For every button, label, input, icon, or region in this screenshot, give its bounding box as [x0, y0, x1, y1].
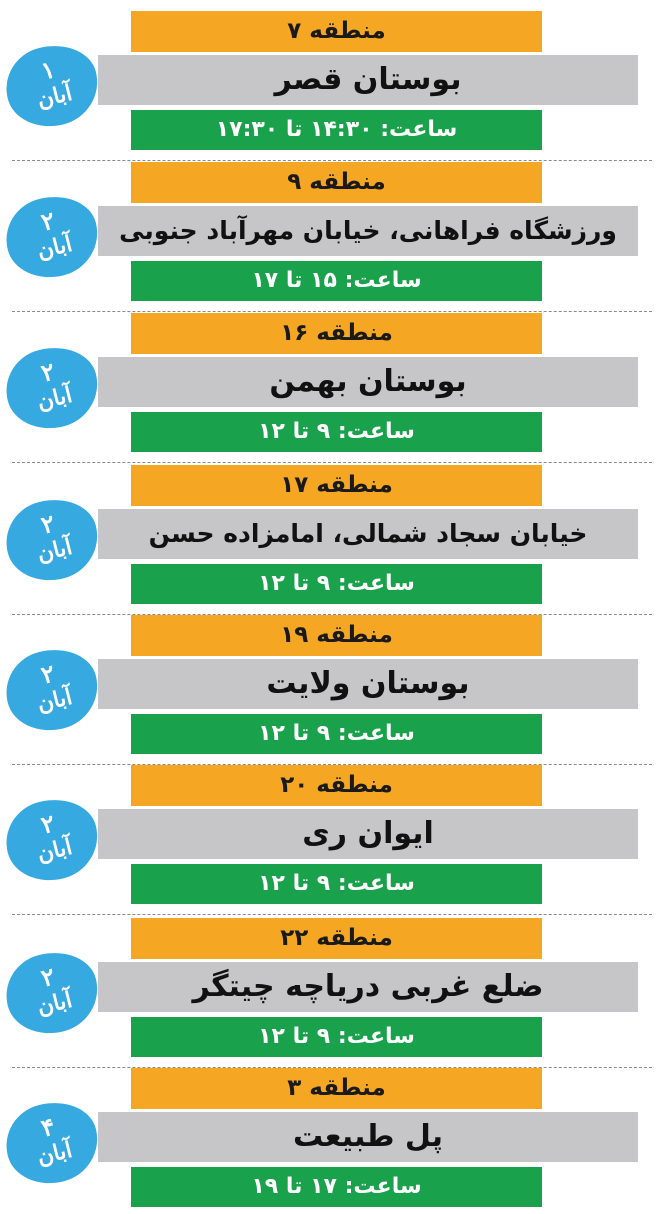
region-label: منطقه ۲۰ — [131, 765, 542, 806]
date-badge — [0, 490, 106, 590]
date-month: آبان — [34, 986, 75, 1021]
event-item — [0, 614, 664, 759]
date-badge — [0, 36, 106, 136]
date-badge — [0, 187, 106, 287]
time-range: ساعت: ۱۷ تا ۱۹ — [131, 1167, 542, 1207]
location-name: بوستان ولایت — [98, 659, 638, 709]
location-name: پل طبیعت — [98, 1112, 638, 1162]
event-item — [0, 10, 664, 155]
date-day: ۱ — [38, 54, 58, 86]
event-item — [0, 312, 664, 457]
date-day: ۲ — [38, 205, 58, 237]
date-month: آبان — [34, 533, 75, 568]
location-name: ضلع غربی دریاچه چیتگر — [98, 962, 638, 1012]
date-day: ۲ — [38, 356, 58, 388]
date-month: آبان — [34, 79, 75, 114]
date-month: آبان — [34, 833, 75, 868]
time-range: ساعت: ۹ تا ۱۲ — [131, 714, 542, 754]
date-day: ۲ — [38, 961, 58, 993]
event-item — [0, 764, 664, 909]
date-badge — [0, 338, 106, 438]
date-badge — [0, 943, 106, 1043]
date-month: آبان — [34, 381, 75, 416]
time-range: ساعت: ۹ تا ۱۲ — [131, 412, 542, 452]
date-month: آبان — [34, 230, 75, 265]
time-range: ساعت: ۱۵ تا ۱۷ — [131, 261, 542, 301]
location-name: ورزشگاه فراهانی، خیابان مهرآباد جنوبی — [98, 206, 638, 256]
region-label: منطقه ۳ — [131, 1068, 542, 1109]
event-item — [0, 161, 664, 306]
date-month: آبان — [34, 683, 75, 718]
date-day: ۲ — [38, 658, 58, 690]
event-item — [0, 1067, 664, 1212]
date-badge — [0, 1093, 106, 1193]
event-item — [0, 917, 664, 1062]
date-badge — [0, 790, 106, 890]
region-label: منطقه ۲۲ — [131, 918, 542, 959]
date-badge — [0, 640, 106, 740]
date-day: ۲ — [38, 808, 58, 840]
dashed-divider — [12, 462, 652, 463]
time-range: ساعت: ۹ تا ۱۲ — [131, 864, 542, 904]
date-day: ۲ — [38, 508, 58, 540]
location-name: بوستان قصر — [98, 55, 638, 105]
region-label: منطقه ۱۹ — [131, 615, 542, 656]
time-range: ساعت: ۹ تا ۱۲ — [131, 1017, 542, 1057]
location-name: بوستان بهمن — [98, 357, 638, 407]
region-label: منطقه ۷ — [131, 11, 542, 52]
time-range: ساعت: ۹ تا ۱۲ — [131, 564, 542, 604]
date-month: آبان — [34, 1136, 75, 1171]
dashed-divider — [12, 914, 652, 915]
date-day: ۴ — [38, 1111, 58, 1143]
event-item — [0, 464, 664, 609]
location-name: ایوان ری — [98, 809, 638, 859]
region-label: منطقه ۹ — [131, 162, 542, 203]
location-name: خیابان سجاد شمالی، امامزاده حسن — [98, 509, 638, 559]
region-label: منطقه ۱۷ — [131, 465, 542, 506]
region-label: منطقه ۱۶ — [131, 313, 542, 354]
time-range: ساعت: ۱۴:۳۰ تا ۱۷:۳۰ — [131, 110, 542, 150]
